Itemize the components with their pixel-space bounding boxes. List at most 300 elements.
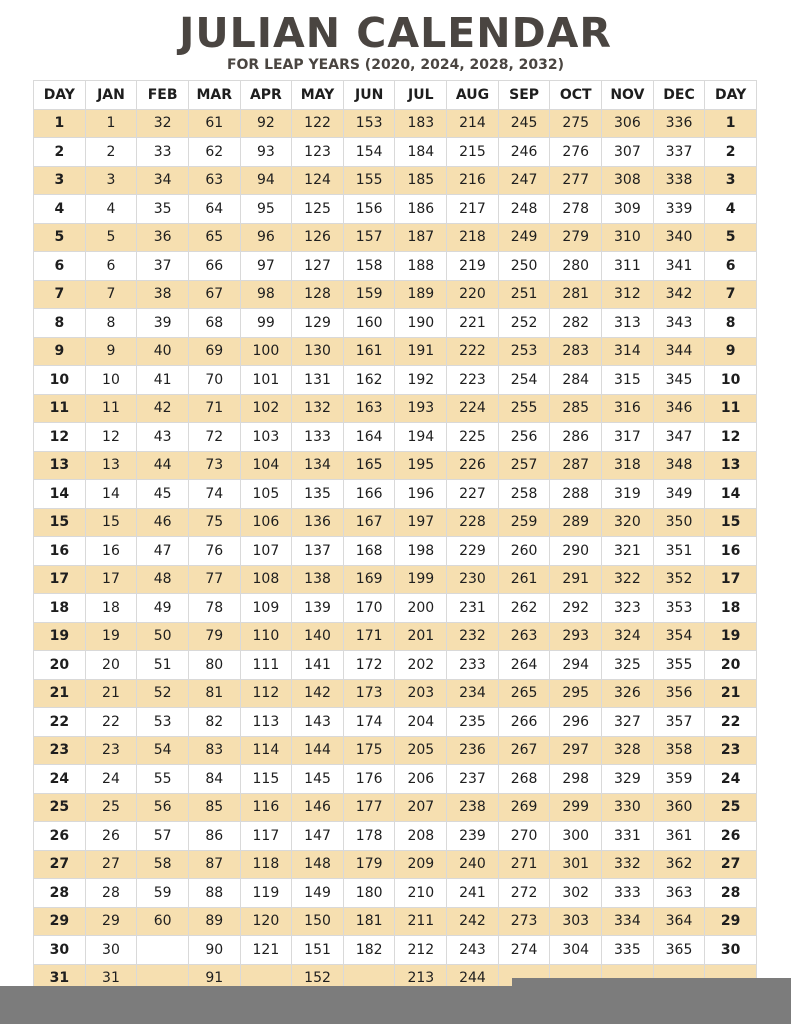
julian-date-cell: 181 — [343, 907, 395, 936]
julian-date-cell: 277 — [550, 166, 602, 195]
header-row — [34, 81, 757, 110]
julian-date-cell: 321 — [602, 537, 654, 566]
day-cell: 24 — [705, 765, 757, 794]
julian-date-cell: 171 — [343, 622, 395, 651]
julian-date-cell: 82 — [188, 708, 240, 737]
julian-date-cell: 57 — [137, 822, 189, 851]
julian-date-cell: 336 — [653, 109, 705, 138]
julian-date-cell: 259 — [498, 508, 550, 537]
julian-date-cell: 106 — [240, 508, 292, 537]
julian-date-cell: 257 — [498, 451, 550, 480]
julian-date-cell: 225 — [447, 423, 499, 452]
julian-date-cell: 125 — [292, 195, 344, 224]
julian-date-cell: 176 — [343, 765, 395, 794]
table-row — [34, 565, 757, 594]
table-row — [34, 622, 757, 651]
julian-date-cell: 80 — [188, 651, 240, 680]
julian-date-cell: 73 — [188, 451, 240, 480]
table-row — [34, 195, 757, 224]
julian-date-cell: 116 — [240, 793, 292, 822]
julian-date-cell: 166 — [343, 480, 395, 509]
julian-date-cell: 144 — [292, 736, 344, 765]
day-cell: 26 — [705, 822, 757, 851]
julian-date-cell: 161 — [343, 337, 395, 366]
julian-date-cell: 66 — [188, 252, 240, 281]
julian-date-cell: 215 — [447, 138, 499, 167]
julian-date-cell: 206 — [395, 765, 447, 794]
julian-date-cell: 131 — [292, 366, 344, 395]
julian-date-cell: 355 — [653, 651, 705, 680]
julian-date-cell: 101 — [240, 366, 292, 395]
julian-date-cell: 3 — [85, 166, 137, 195]
julian-date-cell: 332 — [602, 850, 654, 879]
julian-date-cell: 288 — [550, 480, 602, 509]
julian-date-cell: 356 — [653, 679, 705, 708]
day-cell: 6 — [705, 252, 757, 281]
julian-date-cell: 353 — [653, 594, 705, 623]
julian-date-cell: 279 — [550, 223, 602, 252]
julian-date-cell: 14 — [85, 480, 137, 509]
julian-date-cell: 149 — [292, 879, 344, 908]
day-cell: 20 — [34, 651, 86, 680]
table-row — [34, 252, 757, 281]
julian-date-cell: 102 — [240, 394, 292, 423]
julian-date-cell: 285 — [550, 394, 602, 423]
julian-date-cell: 344 — [653, 337, 705, 366]
julian-date-cell: 186 — [395, 195, 447, 224]
julian-date-cell: 201 — [395, 622, 447, 651]
table-row — [34, 736, 757, 765]
julian-date-cell: 219 — [447, 252, 499, 281]
table-row — [34, 594, 757, 623]
julian-date-cell: 142 — [292, 679, 344, 708]
julian-date-cell: 120 — [240, 907, 292, 936]
julian-date-cell: 44 — [137, 451, 189, 480]
julian-date-cell: 18 — [85, 594, 137, 623]
julian-date-cell: 26 — [85, 822, 137, 851]
julian-date-cell: 358 — [653, 736, 705, 765]
julian-date-cell: 8 — [85, 309, 137, 338]
day-cell: 30 — [705, 936, 757, 965]
julian-date-cell: 282 — [550, 309, 602, 338]
julian-date-cell: 325 — [602, 651, 654, 680]
julian-date-cell: 224 — [447, 394, 499, 423]
julian-date-cell: 63 — [188, 166, 240, 195]
julian-date-cell: 340 — [653, 223, 705, 252]
julian-date-cell: 232 — [447, 622, 499, 651]
day-cell: 20 — [705, 651, 757, 680]
julian-date-cell: 164 — [343, 423, 395, 452]
julian-date-cell: 38 — [137, 280, 189, 309]
column-header-oct: OCT — [550, 81, 602, 110]
julian-date-cell: 111 — [240, 651, 292, 680]
julian-date-cell: 296 — [550, 708, 602, 737]
julian-date-cell: 41 — [137, 366, 189, 395]
day-cell: 2 — [34, 138, 86, 167]
day-cell: 7 — [34, 280, 86, 309]
julian-date-cell: 88 — [188, 879, 240, 908]
julian-date-cell: 315 — [602, 366, 654, 395]
julian-date-cell: 342 — [653, 280, 705, 309]
julian-date-cell: 291 — [550, 565, 602, 594]
julian-date-cell: 29 — [85, 907, 137, 936]
day-cell: 23 — [34, 736, 86, 765]
julian-date-cell: 71 — [188, 394, 240, 423]
julian-date-cell: 90 — [188, 936, 240, 965]
column-header-dec: DEC — [653, 81, 705, 110]
julian-date-cell: 65 — [188, 223, 240, 252]
julian-date-cell: 226 — [447, 451, 499, 480]
julian-date-cell: 147 — [292, 822, 344, 851]
julian-date-cell: 212 — [395, 936, 447, 965]
julian-date-cell: 162 — [343, 366, 395, 395]
julian-date-cell: 322 — [602, 565, 654, 594]
julian-date-cell: 145 — [292, 765, 344, 794]
julian-date-cell: 217 — [447, 195, 499, 224]
julian-date-cell: 77 — [188, 565, 240, 594]
julian-date-cell: 105 — [240, 480, 292, 509]
julian-date-cell: 221 — [447, 309, 499, 338]
julian-date-cell: 195 — [395, 451, 447, 480]
julian-date-cell: 188 — [395, 252, 447, 281]
julian-date-cell: 348 — [653, 451, 705, 480]
day-cell: 23 — [705, 736, 757, 765]
julian-date-cell: 248 — [498, 195, 550, 224]
julian-date-cell: 254 — [498, 366, 550, 395]
julian-date-cell: 53 — [137, 708, 189, 737]
julian-date-cell: 327 — [602, 708, 654, 737]
julian-date-cell: 235 — [447, 708, 499, 737]
day-cell: 11 — [705, 394, 757, 423]
julian-date-cell: 281 — [550, 280, 602, 309]
julian-date-cell: 307 — [602, 138, 654, 167]
julian-date-cell: 331 — [602, 822, 654, 851]
julian-date-cell: 241 — [447, 879, 499, 908]
julian-date-cell: 117 — [240, 822, 292, 851]
day-cell: 19 — [705, 622, 757, 651]
julian-date-cell: 56 — [137, 793, 189, 822]
julian-date-cell: 216 — [447, 166, 499, 195]
julian-date-cell: 339 — [653, 195, 705, 224]
julian-date-cell: 323 — [602, 594, 654, 623]
julian-date-cell: 268 — [498, 765, 550, 794]
julian-date-cell: 30 — [85, 936, 137, 965]
julian-date-cell: 94 — [240, 166, 292, 195]
julian-date-cell: 98 — [240, 280, 292, 309]
julian-date-cell: 338 — [653, 166, 705, 195]
julian-date-cell: 180 — [343, 879, 395, 908]
julian-date-cell: 7 — [85, 280, 137, 309]
page-title: JULIAN CALENDAR — [179, 9, 612, 57]
julian-date-cell: 72 — [188, 423, 240, 452]
julian-date-cell: 10 — [85, 366, 137, 395]
table-row — [34, 166, 757, 195]
julian-date-cell: 126 — [292, 223, 344, 252]
table-row — [34, 223, 757, 252]
julian-date-cell: 103 — [240, 423, 292, 452]
julian-date-cell: 93 — [240, 138, 292, 167]
day-cell: 11 — [34, 394, 86, 423]
julian-date-cell: 85 — [188, 793, 240, 822]
julian-date-cell: 45 — [137, 480, 189, 509]
julian-date-cell: 333 — [602, 879, 654, 908]
julian-date-cell: 139 — [292, 594, 344, 623]
julian-date-cell: 140 — [292, 622, 344, 651]
julian-date-cell: 341 — [653, 252, 705, 281]
day-cell: 5 — [705, 223, 757, 252]
julian-date-cell: 319 — [602, 480, 654, 509]
julian-date-cell: 182 — [343, 936, 395, 965]
day-cell: 7 — [705, 280, 757, 309]
day-cell: 8 — [34, 309, 86, 338]
julian-date-cell: 127 — [292, 252, 344, 281]
julian-date-cell: 249 — [498, 223, 550, 252]
day-cell: 12 — [34, 423, 86, 452]
julian-date-cell: 36 — [137, 223, 189, 252]
julian-date-cell: 273 — [498, 907, 550, 936]
table-row — [34, 850, 757, 879]
julian-date-cell: 32 — [137, 109, 189, 138]
julian-date-cell: 54 — [137, 736, 189, 765]
julian-date-cell: 267 — [498, 736, 550, 765]
column-header-jun: JUN — [343, 81, 395, 110]
julian-date-cell: 193 — [395, 394, 447, 423]
table-row — [34, 423, 757, 452]
julian-date-cell: 199 — [395, 565, 447, 594]
julian-date-cell: 150 — [292, 907, 344, 936]
julian-date-cell: 133 — [292, 423, 344, 452]
julian-date-cell: 202 — [395, 651, 447, 680]
day-cell: 31 — [34, 964, 86, 993]
julian-date-cell: 306 — [602, 109, 654, 138]
julian-date-cell: 75 — [188, 508, 240, 537]
table-row — [34, 508, 757, 537]
julian-date-cell: 320 — [602, 508, 654, 537]
table-row — [34, 708, 757, 737]
day-cell: 16 — [34, 537, 86, 566]
julian-date-cell: 295 — [550, 679, 602, 708]
table-row — [34, 822, 757, 851]
julian-date-cell: 177 — [343, 793, 395, 822]
julian-date-cell: 286 — [550, 423, 602, 452]
julian-date-cell: 318 — [602, 451, 654, 480]
day-cell: 21 — [34, 679, 86, 708]
julian-date-cell: 351 — [653, 537, 705, 566]
julian-date-cell: 317 — [602, 423, 654, 452]
day-cell: 29 — [34, 907, 86, 936]
table-row — [34, 309, 757, 338]
julian-date-cell: 28 — [85, 879, 137, 908]
julian-date-cell: 184 — [395, 138, 447, 167]
table-row — [34, 480, 757, 509]
julian-date-cell: 158 — [343, 252, 395, 281]
day-cell: 28 — [34, 879, 86, 908]
day-cell: 14 — [34, 480, 86, 509]
julian-date-cell: 274 — [498, 936, 550, 965]
day-cell: 9 — [705, 337, 757, 366]
julian-date-cell: 2 — [85, 138, 137, 167]
julian-date-cell: 363 — [653, 879, 705, 908]
julian-date-cell: 242 — [447, 907, 499, 936]
julian-date-cell: 178 — [343, 822, 395, 851]
julian-date-cell: 6 — [85, 252, 137, 281]
julian-date-cell: 128 — [292, 280, 344, 309]
day-cell: 18 — [705, 594, 757, 623]
table-row — [34, 366, 757, 395]
julian-date-cell: 157 — [343, 223, 395, 252]
julian-date-cell: 99 — [240, 309, 292, 338]
day-cell: 3 — [705, 166, 757, 195]
table-row — [34, 537, 757, 566]
page-subtitle: FOR LEAP YEARS (2020, 2024, 2028, 2032) — [226, 57, 565, 73]
julian-date-cell: 43 — [137, 423, 189, 452]
julian-date-cell: 48 — [137, 565, 189, 594]
julian-date-cell: 359 — [653, 765, 705, 794]
footer-bar — [0, 986, 791, 1024]
julian-date-cell: 135 — [292, 480, 344, 509]
julian-date-cell: 343 — [653, 309, 705, 338]
julian-date-cell: 35 — [137, 195, 189, 224]
julian-date-cell: 173 — [343, 679, 395, 708]
julian-date-cell: 256 — [498, 423, 550, 452]
julian-date-cell: 324 — [602, 622, 654, 651]
julian-date-cell: 100 — [240, 337, 292, 366]
julian-date-cell: 240 — [447, 850, 499, 879]
column-header-mar: MAR — [188, 81, 240, 110]
julian-date-cell: 141 — [292, 651, 344, 680]
day-cell: 24 — [34, 765, 86, 794]
julian-date-cell: 151 — [292, 936, 344, 965]
julian-date-cell: 238 — [447, 793, 499, 822]
julian-date-cell: 258 — [498, 480, 550, 509]
julian-date-cell: 207 — [395, 793, 447, 822]
julian-date-cell: 200 — [395, 594, 447, 623]
day-cell: 27 — [34, 850, 86, 879]
julian-date-cell: 156 — [343, 195, 395, 224]
julian-date-cell: 114 — [240, 736, 292, 765]
julian-date-cell: 170 — [343, 594, 395, 623]
julian-date-cell: 213 — [395, 964, 447, 993]
julian-date-cell: 107 — [240, 537, 292, 566]
julian-date-cell: 58 — [137, 850, 189, 879]
julian-date-cell: 185 — [395, 166, 447, 195]
julian-date-cell: 263 — [498, 622, 550, 651]
julian-date-cell: 74 — [188, 480, 240, 509]
julian-date-cell: 12 — [85, 423, 137, 452]
column-header-jul: JUL — [395, 81, 447, 110]
julian-date-cell: 59 — [137, 879, 189, 908]
julian-date-cell: 55 — [137, 765, 189, 794]
julian-date-cell: 92 — [240, 109, 292, 138]
julian-date-cell — [137, 936, 189, 965]
julian-date-cell: 70 — [188, 366, 240, 395]
julian-date-cell: 218 — [447, 223, 499, 252]
day-cell: 13 — [34, 451, 86, 480]
julian-date-cell: 17 — [85, 565, 137, 594]
julian-date-cell: 334 — [602, 907, 654, 936]
julian-date-cell: 283 — [550, 337, 602, 366]
julian-date-cell: 9 — [85, 337, 137, 366]
julian-date-cell: 86 — [188, 822, 240, 851]
julian-date-cell: 19 — [85, 622, 137, 651]
julian-date-cell: 220 — [447, 280, 499, 309]
julian-date-cell: 61 — [188, 109, 240, 138]
julian-date-cell: 278 — [550, 195, 602, 224]
julian-date-cell: 252 — [498, 309, 550, 338]
julian-date-cell: 300 — [550, 822, 602, 851]
julian-date-cell: 309 — [602, 195, 654, 224]
julian-date-cell: 294 — [550, 651, 602, 680]
day-cell: 9 — [34, 337, 86, 366]
julian-date-cell: 23 — [85, 736, 137, 765]
julian-date-cell: 113 — [240, 708, 292, 737]
julian-date-cell: 328 — [602, 736, 654, 765]
column-header-may: MAY — [292, 81, 344, 110]
julian-date-cell: 160 — [343, 309, 395, 338]
julian-date-cell: 34 — [137, 166, 189, 195]
day-cell: 22 — [705, 708, 757, 737]
julian-date-cell: 251 — [498, 280, 550, 309]
julian-date-cell: 311 — [602, 252, 654, 281]
column-header-aug: AUG — [447, 81, 499, 110]
day-cell: 12 — [705, 423, 757, 452]
day-cell: 17 — [34, 565, 86, 594]
julian-date-cell: 134 — [292, 451, 344, 480]
day-cell: 28 — [705, 879, 757, 908]
julian-date-cell: 347 — [653, 423, 705, 452]
julian-date-cell: 326 — [602, 679, 654, 708]
julian-date-cell: 119 — [240, 879, 292, 908]
table-row — [34, 793, 757, 822]
julian-date-cell: 50 — [137, 622, 189, 651]
julian-date-cell: 96 — [240, 223, 292, 252]
julian-date-cell: 62 — [188, 138, 240, 167]
julian-date-cell: 146 — [292, 793, 344, 822]
table-row — [34, 138, 757, 167]
day-cell: 26 — [34, 822, 86, 851]
julian-date-cell: 276 — [550, 138, 602, 167]
julian-date-cell: 175 — [343, 736, 395, 765]
julian-date-cell: 49 — [137, 594, 189, 623]
day-cell: 6 — [34, 252, 86, 281]
julian-date-cell: 136 — [292, 508, 344, 537]
julian-date-cell: 280 — [550, 252, 602, 281]
day-cell: 16 — [705, 537, 757, 566]
julian-date-cell: 298 — [550, 765, 602, 794]
julian-date-cell: 168 — [343, 537, 395, 566]
julian-date-cell: 22 — [85, 708, 137, 737]
julian-date-cell: 260 — [498, 537, 550, 566]
julian-date-cell: 210 — [395, 879, 447, 908]
julian-date-cell: 108 — [240, 565, 292, 594]
day-cell: 19 — [34, 622, 86, 651]
julian-date-cell: 275 — [550, 109, 602, 138]
julian-date-cell: 190 — [395, 309, 447, 338]
julian-date-cell: 27 — [85, 850, 137, 879]
day-cell: 2 — [705, 138, 757, 167]
julian-date-cell: 46 — [137, 508, 189, 537]
table-body — [34, 109, 757, 993]
day-cell: 10 — [705, 366, 757, 395]
day-cell: 27 — [705, 850, 757, 879]
julian-date-cell: 310 — [602, 223, 654, 252]
julian-date-cell: 301 — [550, 850, 602, 879]
julian-date-cell: 204 — [395, 708, 447, 737]
day-cell: 4 — [34, 195, 86, 224]
julian-date-cell: 244 — [447, 964, 499, 993]
julian-date-cell: 236 — [447, 736, 499, 765]
julian-date-cell: 81 — [188, 679, 240, 708]
